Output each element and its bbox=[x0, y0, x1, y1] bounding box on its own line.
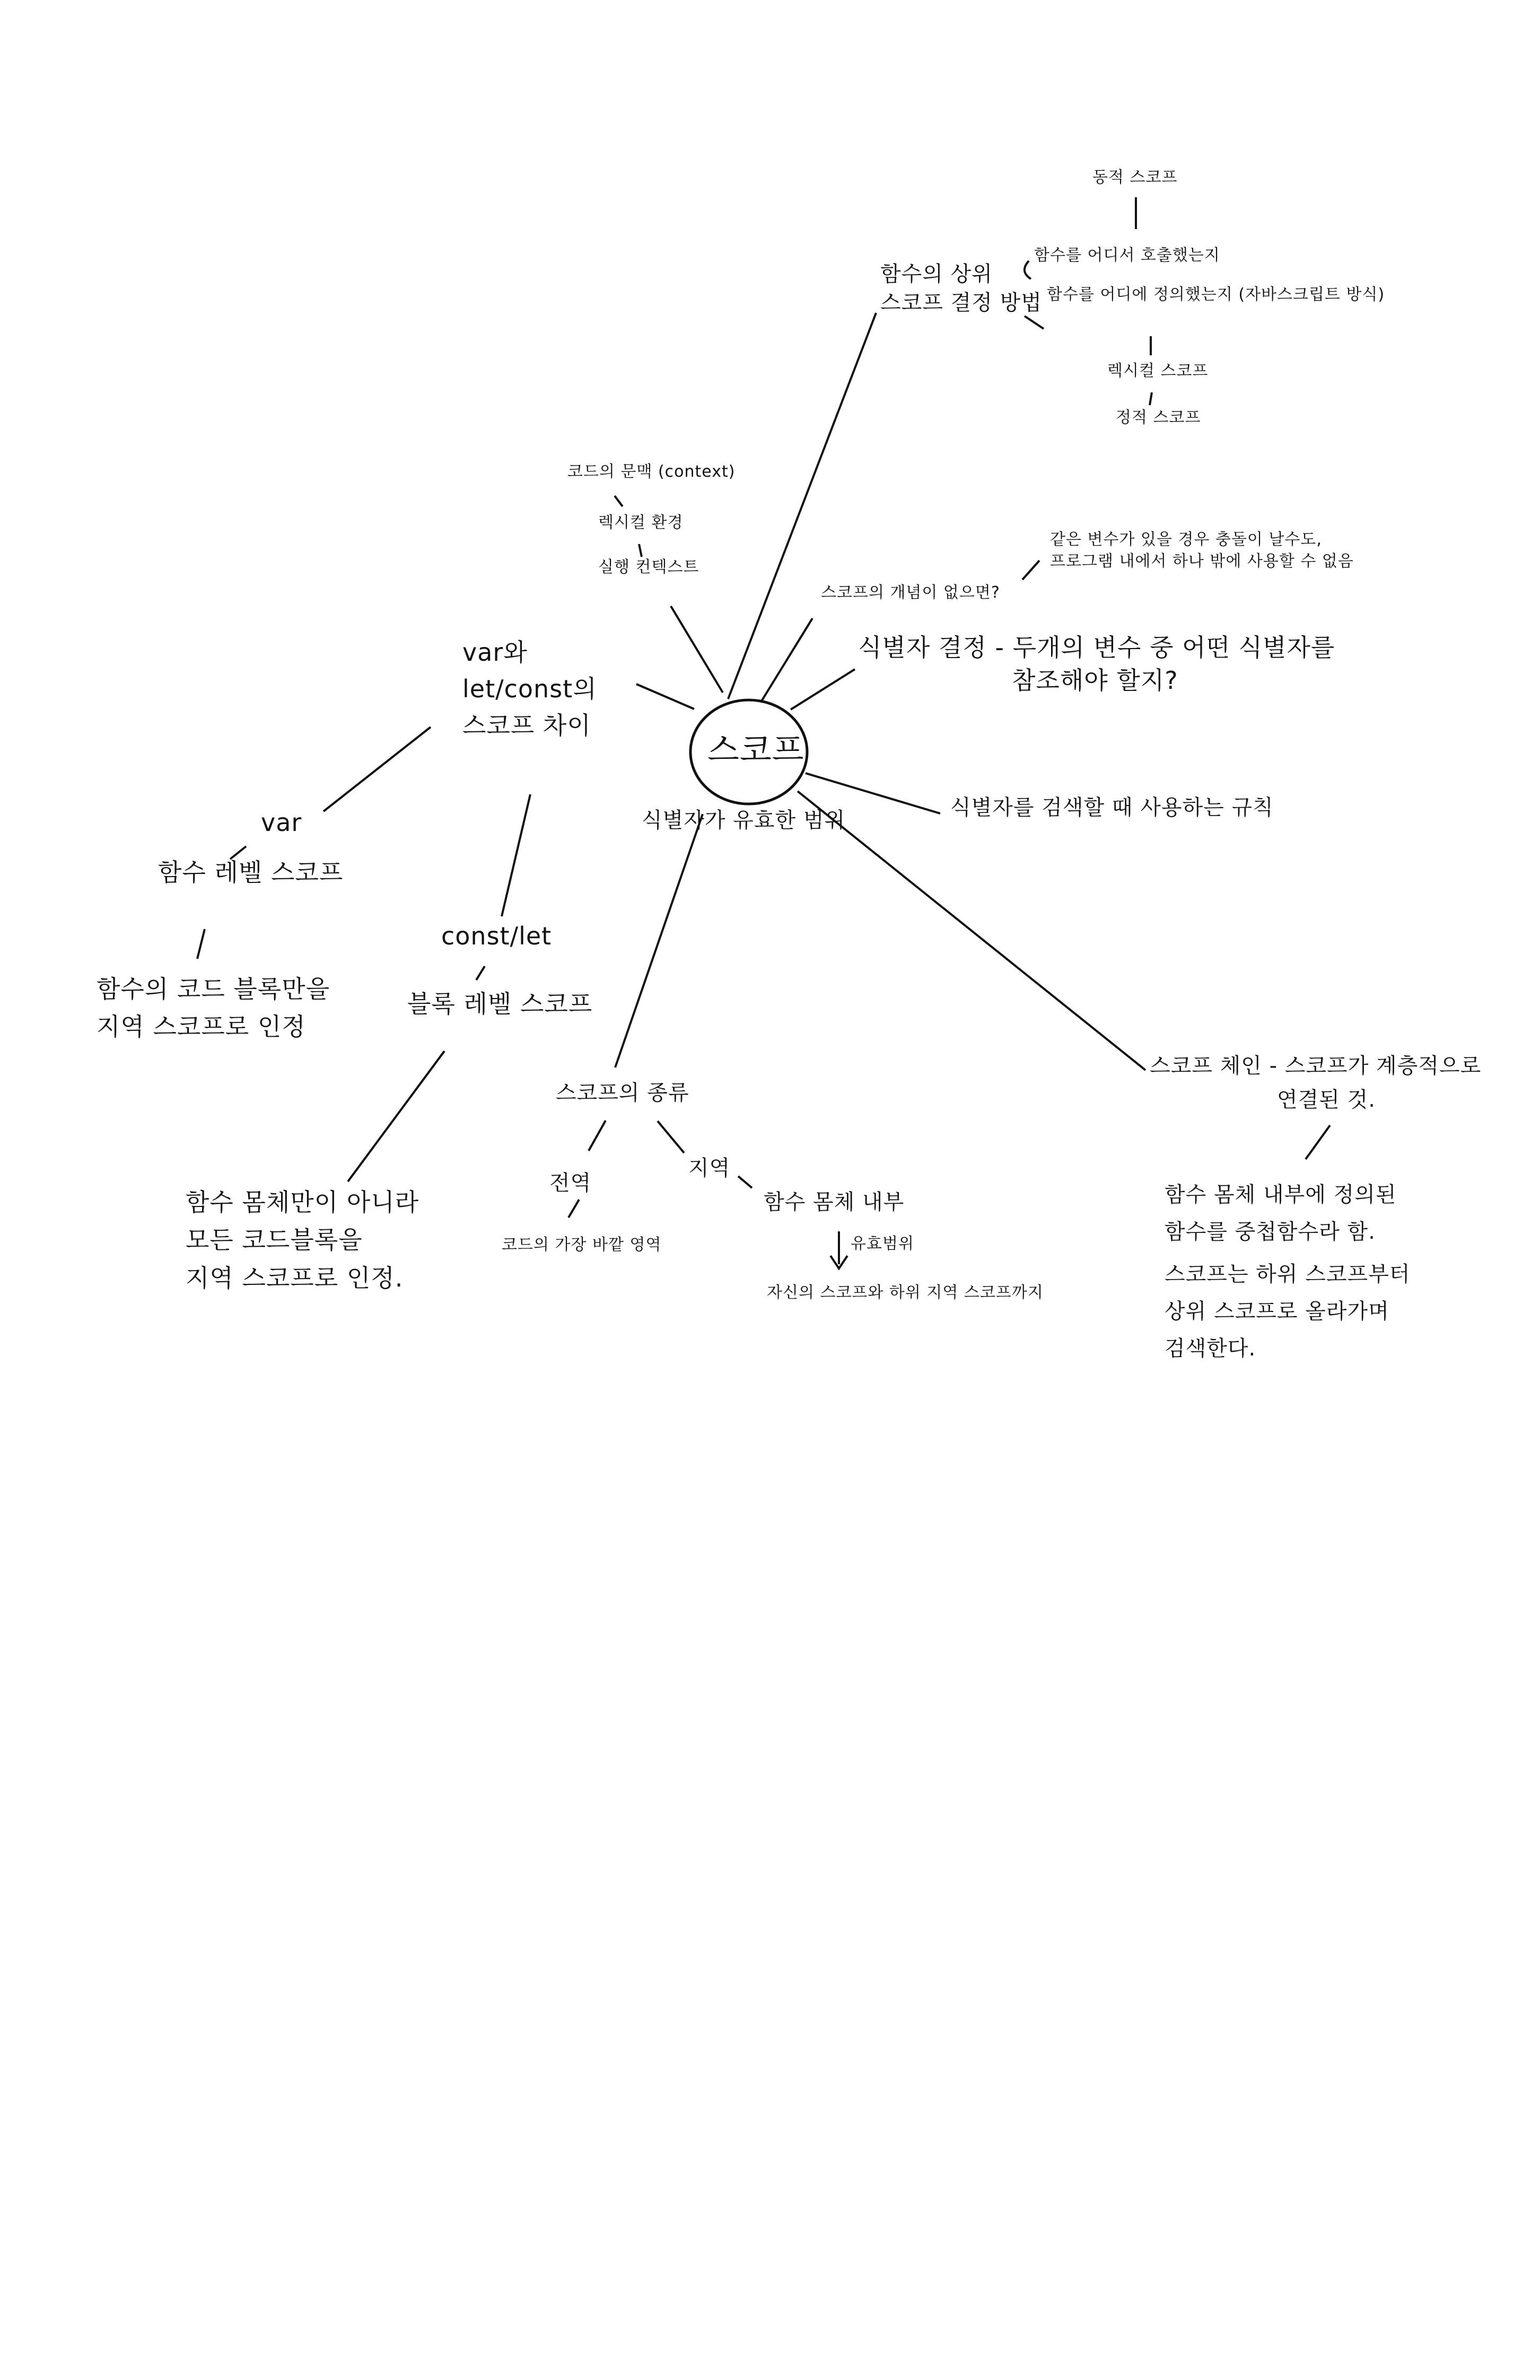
edge-blocklevel-blockcode bbox=[348, 1051, 444, 1182]
edge-funclevel-funccode bbox=[197, 929, 205, 959]
rule-label: 식별자를 검색할 때 사용하는 규칙 bbox=[950, 795, 1274, 820]
var-diff-label bbox=[462, 634, 597, 744]
resolution-label bbox=[858, 631, 1335, 697]
where-defined-label: 함수를 어디에 정의했는지 (자바스크립트 방식) bbox=[1047, 285, 1385, 304]
func-code-label bbox=[97, 970, 330, 1046]
where-called-label: 함수를 어디서 호출했는지 bbox=[1034, 246, 1220, 265]
chain-desc-line-5: 검색한다. bbox=[1165, 1336, 1256, 1361]
lexical-scope-label: 렉시컬 스코프 bbox=[1107, 362, 1209, 380]
chain-line-2: 연결된 것. bbox=[1277, 1088, 1376, 1112]
global-label: 전역 bbox=[549, 1171, 592, 1195]
global-desc-label: 코드의 가장 바깥 영역 bbox=[502, 1236, 662, 1254]
chain-line-1: 스코프 체인 - 스코프가 계층적으로 bbox=[1150, 1054, 1482, 1078]
edge-constlet-blocklevel bbox=[476, 966, 485, 980]
edge-center-resolution bbox=[791, 669, 855, 710]
context-label: 코드의 문맥 (context) bbox=[567, 462, 736, 481]
chain-desc-line-3: 스코프는 하위 스코프부터 bbox=[1165, 1262, 1411, 1287]
func-body-label: 함수 몸체 내부 bbox=[764, 1190, 905, 1214]
resolution-line-2: 참조해야 할지? bbox=[1012, 666, 1178, 695]
block-code-line-1: 함수 몸체만이 아니라 bbox=[186, 1188, 419, 1217]
local-label: 지역 bbox=[688, 1156, 731, 1180]
block-code-label bbox=[186, 1184, 419, 1297]
chain-desc-line-1: 함수 몸체 내부에 정의된 bbox=[1165, 1183, 1397, 1207]
edge-local-funcbody bbox=[738, 1176, 752, 1188]
edge-kinds-global bbox=[589, 1121, 606, 1151]
edge-vardiff-constlet bbox=[502, 794, 530, 916]
own-scope-label: 자신의 스코프와 하위 지역 스코프까지 bbox=[767, 1283, 1044, 1302]
var-diff-line-1: var와 bbox=[462, 638, 528, 667]
var-diff-line-3: 스코프 차이 bbox=[462, 711, 591, 740]
chain-desc-label bbox=[1165, 1176, 1410, 1367]
block-level-label: 블록 레벨 스코프 bbox=[407, 990, 593, 1018]
edge-chain-desc bbox=[1306, 1125, 1330, 1159]
determination-label bbox=[880, 260, 1042, 317]
edge-global-desc bbox=[568, 1200, 579, 1218]
chain-desc-line-2: 함수를 중첩함수라 함. bbox=[1165, 1220, 1376, 1244]
static-scope-label: 정적 스코프 bbox=[1116, 408, 1201, 427]
no-scope-answer-line-1: 같은 변수가 있을 경우 충돌이 날수도, bbox=[1050, 530, 1322, 549]
chain-desc-line-4: 상위 스코프로 올라가며 bbox=[1165, 1299, 1389, 1324]
var-diff-line-2: let/const의 bbox=[462, 675, 597, 703]
edge-kinds-local bbox=[658, 1121, 684, 1153]
edge-lexical-static bbox=[1150, 392, 1152, 405]
edge-center-vardiff bbox=[636, 684, 694, 709]
determination-line-2: 스코프 결정 방법 bbox=[880, 291, 1042, 315]
edge-determination-defined bbox=[1025, 316, 1044, 329]
block-code-line-3: 지역 스코프로 인정. bbox=[186, 1263, 404, 1292]
func-code-line-1: 함수의 코드 블록만을 bbox=[97, 975, 330, 1003]
edge-center-chain bbox=[798, 791, 1145, 1070]
func-level-label: 함수 레벨 스코프 bbox=[158, 858, 344, 887]
edge-lexenv-exec bbox=[639, 544, 642, 557]
dynamic-scope-label: 동적 스코프 bbox=[1092, 168, 1178, 187]
chain-label bbox=[1150, 1049, 1481, 1117]
valid-range-label: 유효범위 bbox=[851, 1235, 914, 1253]
lexical-env-label: 렉시컬 환경 bbox=[598, 513, 684, 532]
func-code-line-2: 지역 스코프로 인정 bbox=[97, 1012, 306, 1042]
edge-center-context bbox=[671, 606, 723, 693]
no-scope-answer-line-2: 프로그램 내에서 하나 밖에 사용할 수 없음 bbox=[1050, 552, 1354, 571]
constlet-label: const/let bbox=[441, 922, 552, 950]
edge-noscope-answer bbox=[1022, 561, 1039, 580]
definition-label: 식별자가 유효한 범위 bbox=[642, 808, 846, 833]
edge-vardiff-var bbox=[323, 727, 431, 811]
edge-center-noscope bbox=[762, 618, 812, 701]
edge-center-kinds bbox=[615, 814, 703, 1068]
no-scope-question-label: 스코프의 개념이 없으면? bbox=[821, 583, 1000, 602]
exec-context-label: 실행 컨텍스트 bbox=[598, 558, 699, 576]
no-scope-answer-label bbox=[1050, 529, 1354, 572]
center-node-label: 스코프 bbox=[707, 730, 804, 769]
edge-context-lexenv bbox=[615, 496, 623, 506]
resolution-line-1: 식별자 결정 - 두개의 변수 중 어떤 식별자를 bbox=[858, 633, 1335, 662]
block-code-line-2: 모든 코드블록을 bbox=[186, 1226, 363, 1255]
var-label: var bbox=[261, 808, 302, 837]
edge-center-determination bbox=[728, 313, 876, 699]
determination-line-1: 함수의 상위 bbox=[880, 262, 993, 286]
kinds-label: 스코프의 종류 bbox=[556, 1081, 689, 1105]
